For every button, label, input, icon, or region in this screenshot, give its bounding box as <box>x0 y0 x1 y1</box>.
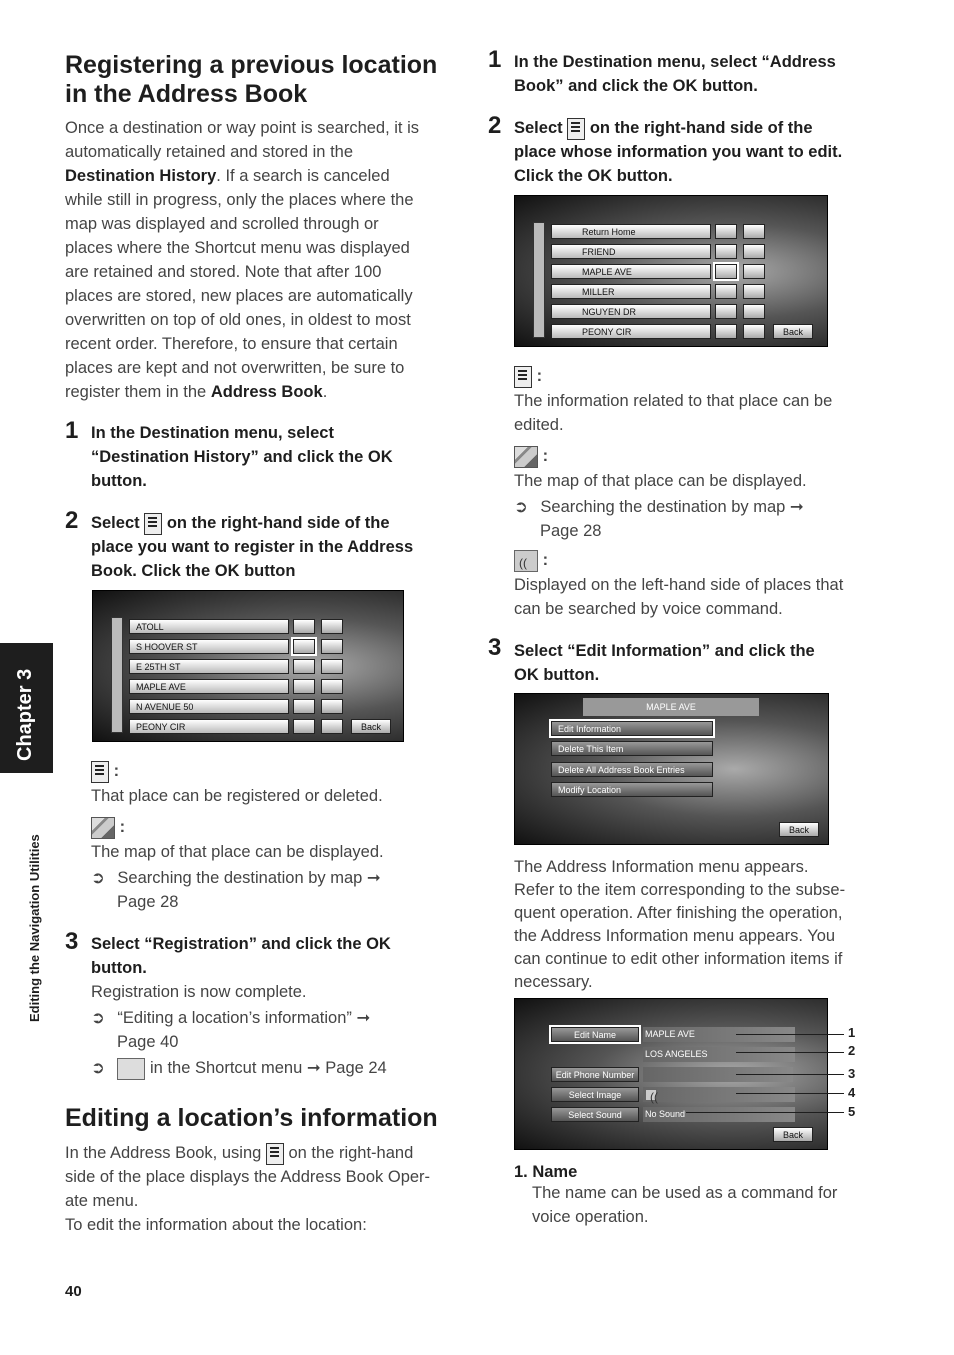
map-button[interactable] <box>321 679 343 694</box>
image-value <box>643 1087 795 1102</box>
chapter-tab <box>0 643 53 773</box>
step-text: In the Destination menu, select “Destination History” and click the OK button. <box>91 424 393 490</box>
section-title: Editing a location’s information <box>65 1104 438 1132</box>
back-button[interactable]: Back <box>779 822 819 837</box>
info-button[interactable] <box>293 639 315 654</box>
list-item[interactable]: PEONY CIR <box>551 324 711 339</box>
step-number: 2 <box>65 507 79 534</box>
icon-legend: : <box>514 364 542 388</box>
paragraph: The Address Information menu appears. Refer to the item corresponding to the subse- quent operation. After finishing the operation, the Address Information menu appears. You can continue to edit other information items if necessary. <box>514 858 846 991</box>
map-button[interactable] <box>743 264 765 279</box>
step-note: Registration is now complete. <box>91 983 307 1001</box>
info-button[interactable] <box>293 719 315 734</box>
map-button[interactable] <box>743 304 765 319</box>
select-sound-button[interactable]: Select Sound <box>551 1107 639 1122</box>
icon-description: The map of that place can be displayed. <box>514 472 807 490</box>
step-text: In the Destination menu, select “Address Book” and click the OK button. <box>514 53 836 95</box>
map-button[interactable] <box>743 324 765 339</box>
reference-arrow-icon: ➲ <box>91 1059 105 1077</box>
cross-reference-page: Page 40 <box>117 1033 179 1051</box>
cross-reference-page: Page 28 <box>540 522 602 540</box>
callout-number: 3 <box>848 1066 856 1081</box>
map-button[interactable] <box>321 659 343 674</box>
cross-reference: ➲ in the Shortcut menu ➞ Page 24 <box>91 1056 387 1080</box>
intro-paragraph: Once a destination or way point is searched, it is automatically retained and stored in the Destination History. If a search is canceled while still in progress, only the places where the map was displayed and scrolled through or places where the Shortcut menu was displayed are retained and stored. Note that after 100 places are stored, new places are automatically overwritten on top of old ones, in oldest to most recent order. Therefore, to ensure that certain places are kept and not overwritten, be sure to register them in the Address Book. <box>65 119 420 401</box>
list-item[interactable]: MILLER <box>551 284 711 299</box>
list-icon <box>144 513 162 535</box>
map-button[interactable] <box>743 244 765 259</box>
chapter-label: Chapter 3 <box>14 668 36 761</box>
city-value: LOS ANGELES <box>643 1047 795 1062</box>
map-button[interactable] <box>321 639 343 654</box>
step-number: 1 <box>488 46 502 73</box>
sound-value: No Sound <box>643 1107 795 1122</box>
step-text: Select on the right-hand side of the place whose information you want to edit. Click the OK button. <box>514 119 843 185</box>
icon-legend: (( : <box>514 548 548 572</box>
section-label: Editing the Navigation Utilities <box>27 834 42 1022</box>
edit-information-item[interactable]: Edit Information <box>551 721 713 736</box>
list-item[interactable]: N AVENUE 50 <box>129 699 289 714</box>
modify-location-item[interactable]: Modify Location <box>551 782 713 797</box>
list-icon <box>91 761 109 783</box>
delete-all-item[interactable]: Delete All Address Book Entries <box>551 762 713 777</box>
item-heading: 1. Name <box>514 1163 578 1181</box>
name-value: MAPLE AVE <box>643 1027 795 1042</box>
map-button[interactable] <box>743 224 765 239</box>
icon-legend: : <box>91 815 125 839</box>
list-item[interactable]: ATOLL <box>129 619 289 634</box>
map-icon <box>91 817 115 839</box>
list-item[interactable]: Return Home <box>551 224 711 239</box>
info-button[interactable] <box>715 304 737 319</box>
list-icon <box>567 118 585 140</box>
info-button[interactable] <box>293 679 315 694</box>
info-button[interactable] <box>293 659 315 674</box>
reference-arrow-icon: ➲ <box>91 869 105 887</box>
step-text: Select on the right-hand side of the place you want to register in the Address Book. Click the OK button <box>91 514 414 580</box>
map-button[interactable] <box>321 719 343 734</box>
icon-legend: : <box>91 759 119 783</box>
callout-line <box>686 1112 844 1113</box>
item-description: The name can be used as a command for voice operation. <box>532 1184 838 1226</box>
list-item[interactable]: E 25TH ST <box>129 659 289 674</box>
callout-number: 2 <box>848 1043 856 1058</box>
list-icon <box>514 366 532 388</box>
info-button[interactable] <box>293 699 315 714</box>
back-button[interactable]: Back <box>773 1127 813 1142</box>
info-button[interactable] <box>715 284 737 299</box>
voice-icon <box>514 550 538 572</box>
list-item[interactable]: MAPLE AVE <box>551 264 711 279</box>
callout-number: 5 <box>848 1104 856 1119</box>
list-item[interactable]: MAPLE AVE <box>129 679 289 694</box>
info-button[interactable] <box>715 224 737 239</box>
edit-name-button[interactable]: Edit Name <box>551 1027 639 1042</box>
cross-reference-page: Page 28 <box>117 893 179 911</box>
cross-reference: ➲ “Editing a location’s information” ➞ <box>91 1009 371 1027</box>
callout-line <box>736 1093 844 1094</box>
reference-arrow-icon: ➲ <box>514 498 528 516</box>
cross-reference: ➲ Searching the destination by map ➞ <box>91 869 381 887</box>
info-button[interactable] <box>715 324 737 339</box>
info-button[interactable] <box>293 619 315 634</box>
list-item[interactable]: NGUYEN DR <box>551 304 711 319</box>
step-number: 3 <box>65 928 79 955</box>
intro-paragraph: In the Address Book, using on the right-hand side of the place displays the Address Book Oper- ate menu. To edit the information about the location: <box>65 1144 431 1234</box>
map-button[interactable] <box>743 284 765 299</box>
cross-reference: ➲ Searching the destination by map ➞ <box>514 498 804 516</box>
list-item[interactable]: FRIEND <box>551 244 711 259</box>
list-item[interactable]: S HOOVER ST <box>129 639 289 654</box>
map-icon <box>514 446 538 468</box>
shortcut-register-icon <box>117 1058 145 1080</box>
list-item[interactable]: PEONY CIR <box>129 719 289 734</box>
callout-line <box>736 1052 844 1053</box>
callout-line <box>736 1034 844 1035</box>
image-icon <box>645 1089 657 1101</box>
edit-phone-button[interactable]: Edit Phone Number <box>551 1067 639 1082</box>
icon-legend: : <box>514 444 548 468</box>
step-number: 3 <box>488 634 502 661</box>
callout-number: 4 <box>848 1085 856 1100</box>
icon-description: The information related to that place can be edited. <box>514 392 833 434</box>
back-button[interactable]: Back <box>773 324 813 339</box>
step-number: 2 <box>488 112 502 139</box>
screenshot-address-book <box>514 195 828 347</box>
back-button[interactable]: Back <box>351 719 391 734</box>
step-text: Select “Registration” and click the OK button. <box>91 935 391 977</box>
step-number: 1 <box>65 417 79 444</box>
map-button[interactable] <box>321 699 343 714</box>
scrollbar[interactable] <box>111 617 123 733</box>
screenshot-destination-history <box>92 590 404 742</box>
callout-line <box>736 1074 844 1075</box>
step-text: Select “Edit Information” and click the OK button. <box>514 642 815 684</box>
menu-title: MAPLE AVE <box>583 698 759 716</box>
icon-description: Displayed on the left-hand side of places that can be searched by voice command. <box>514 576 844 618</box>
section-title: Registering a previous location in the Address Book <box>65 51 438 108</box>
page-number: 40 <box>65 1283 82 1300</box>
select-image-button[interactable]: Select Image <box>551 1087 639 1102</box>
scrollbar[interactable] <box>533 222 545 338</box>
icon-description: That place can be registered or deleted. <box>91 787 383 805</box>
info-button[interactable] <box>715 244 737 259</box>
icon-description: The map of that place can be displayed. <box>91 843 384 861</box>
map-button[interactable] <box>321 619 343 634</box>
callout-number: 1 <box>848 1025 856 1040</box>
screenshot-edit-menu <box>514 693 829 845</box>
info-button[interactable] <box>715 264 737 279</box>
delete-item[interactable]: Delete This Item <box>551 741 713 756</box>
reference-arrow-icon: ➲ <box>91 1009 105 1027</box>
list-icon <box>266 1143 284 1165</box>
